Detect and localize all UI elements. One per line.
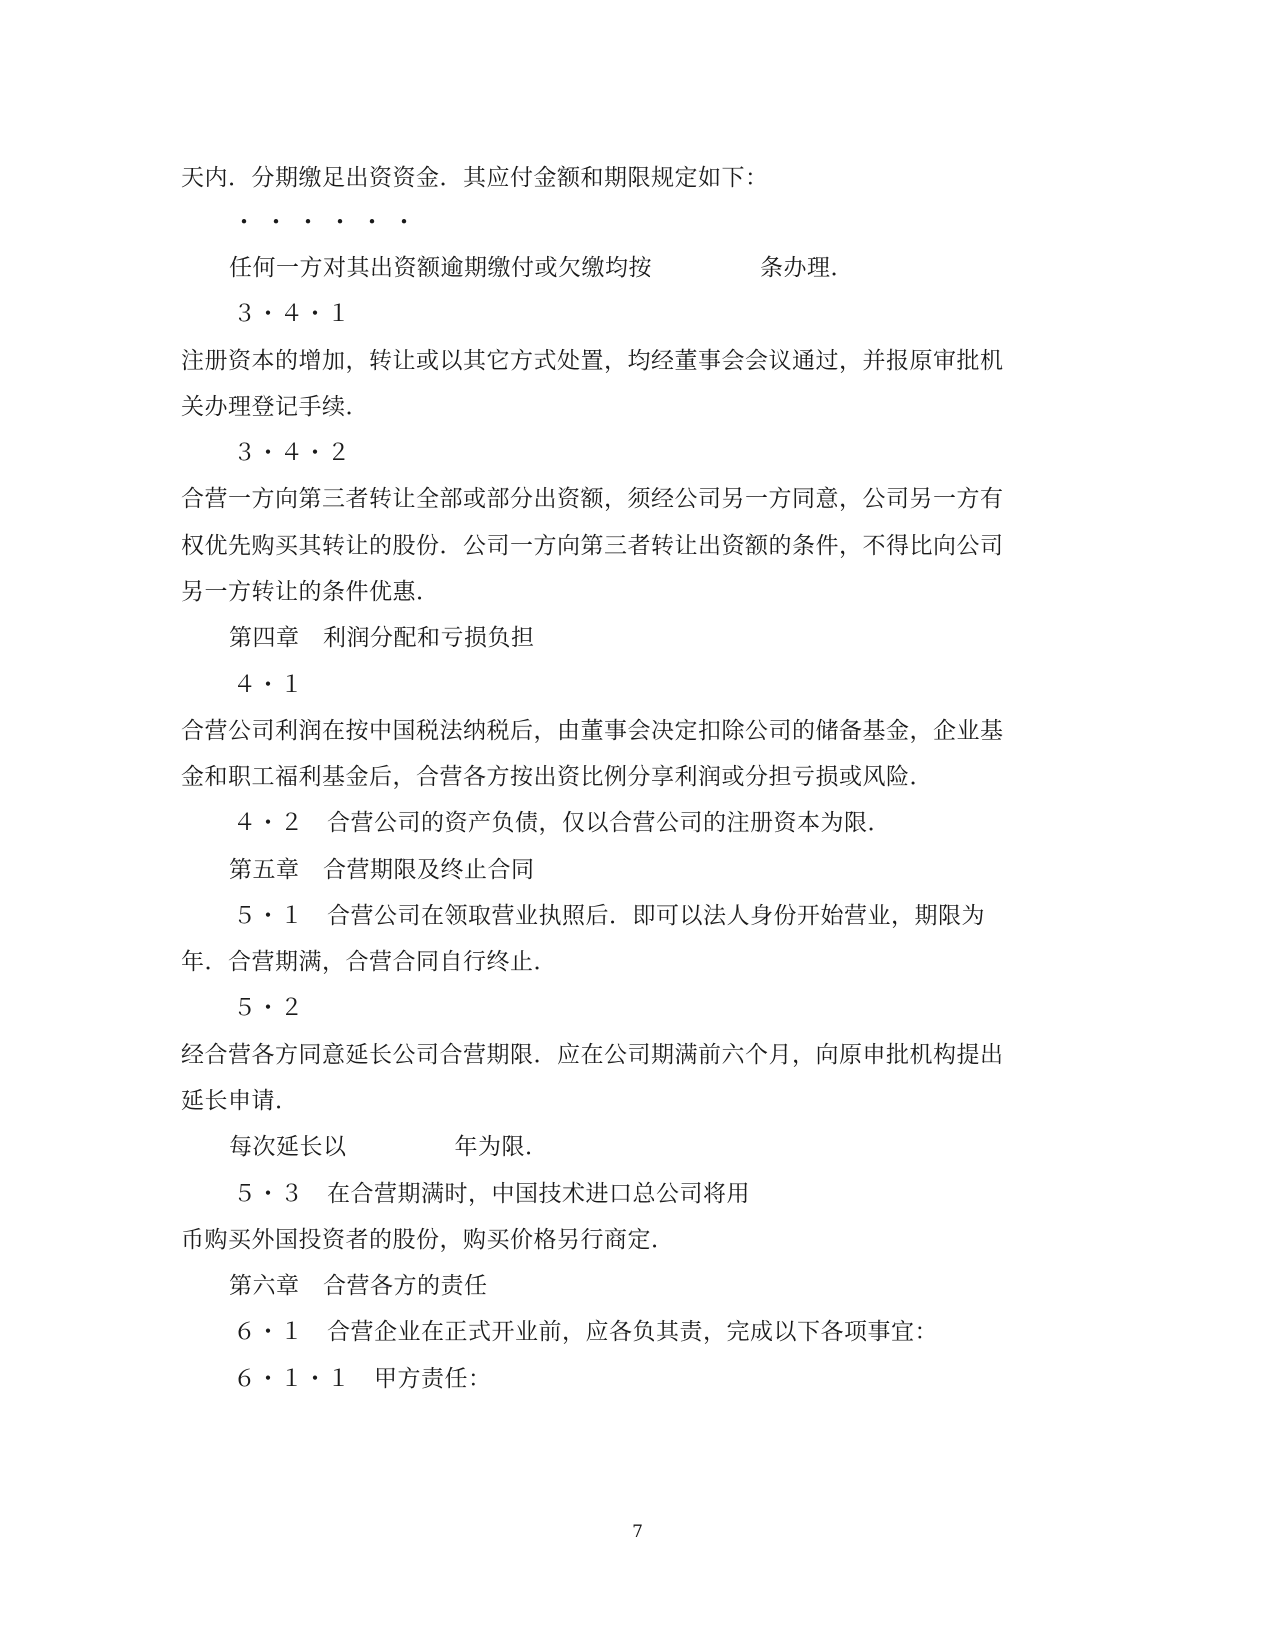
- text-line: 权优先购买其转让的股份．公司一方向第三者转让出资额的条件，不得比向公司: [181, 533, 1004, 559]
- text-fragment: 任何一方对其出资额逾期缴付或欠缴均按: [229, 255, 652, 281]
- clause-number: ５・２: [233, 995, 304, 1021]
- chapter-heading: 第五章 合营期限及终止合同: [229, 857, 535, 883]
- text-line: ５・３ 在合营期满时，中国技术进口总公司将用: [233, 1181, 750, 1207]
- text-line: ６・１ 合营企业在正式开业前，应各负其责，完成以下各项事宜：: [233, 1319, 938, 1345]
- text-line: 合营一方向第三者转让全部或部分出资额，须经公司另一方同意，公司另一方有: [181, 486, 1004, 512]
- text-line: [229, 1132, 549, 1162]
- text-line: 合营公司利润在按中国税法纳税后，由董事会决定扣除公司的储备基金，企业基: [181, 718, 1004, 744]
- text-fragment: 年为限．: [454, 1134, 549, 1160]
- clause-number: ３・４・２: [233, 440, 351, 466]
- chapter-heading: 第六章 合营各方的责任: [229, 1273, 488, 1299]
- text-line: ６・１・１ 甲方责任：: [233, 1366, 492, 1392]
- text-line: 天内．分期缴足出资资金．其应付金额和期限规定如下：: [181, 165, 769, 191]
- text-line: 另一方转让的条件优惠．: [181, 579, 440, 605]
- text-line: 金和职工福利基金后，合营各方按出资比例分享利润或分担亏损或风险．: [181, 764, 933, 790]
- text-line: 年．合营期满，合营合同自行终止．: [181, 949, 557, 975]
- text-fragment: 每次延长以: [229, 1134, 347, 1160]
- text-line: ５・１ 合营公司在领取营业执照后．即可以法人身份开始营业，期限为: [233, 903, 985, 929]
- text-fragment: 条办理．: [760, 255, 854, 281]
- chapter-heading: 第四章 利润分配和亏损负担: [229, 625, 535, 651]
- text-line: 延长申请．: [181, 1088, 299, 1114]
- text-line: 注册资本的增加，转让或以其它方式处置，均经董事会会议通过，并报原审批机: [181, 348, 1004, 374]
- text-line: ４・２ 合营公司的资产负债，仅以合营公司的注册资本为限．: [233, 810, 891, 836]
- page-number: 7: [632, 1522, 643, 1542]
- text-line: 关办理登记手续．: [181, 394, 369, 420]
- ellipsis-dots: ・・・・・・: [232, 208, 424, 236]
- text-line: [229, 253, 854, 283]
- clause-number: ４・１: [233, 672, 304, 698]
- text-line: 经合营各方同意延长公司合营期限．应在公司期满前六个月，向原申批机构提出: [181, 1042, 1004, 1068]
- clause-number: ３・４・１: [233, 301, 351, 327]
- text-line: 币购买外国投资者的股份，购买价格另行商定．: [181, 1227, 675, 1253]
